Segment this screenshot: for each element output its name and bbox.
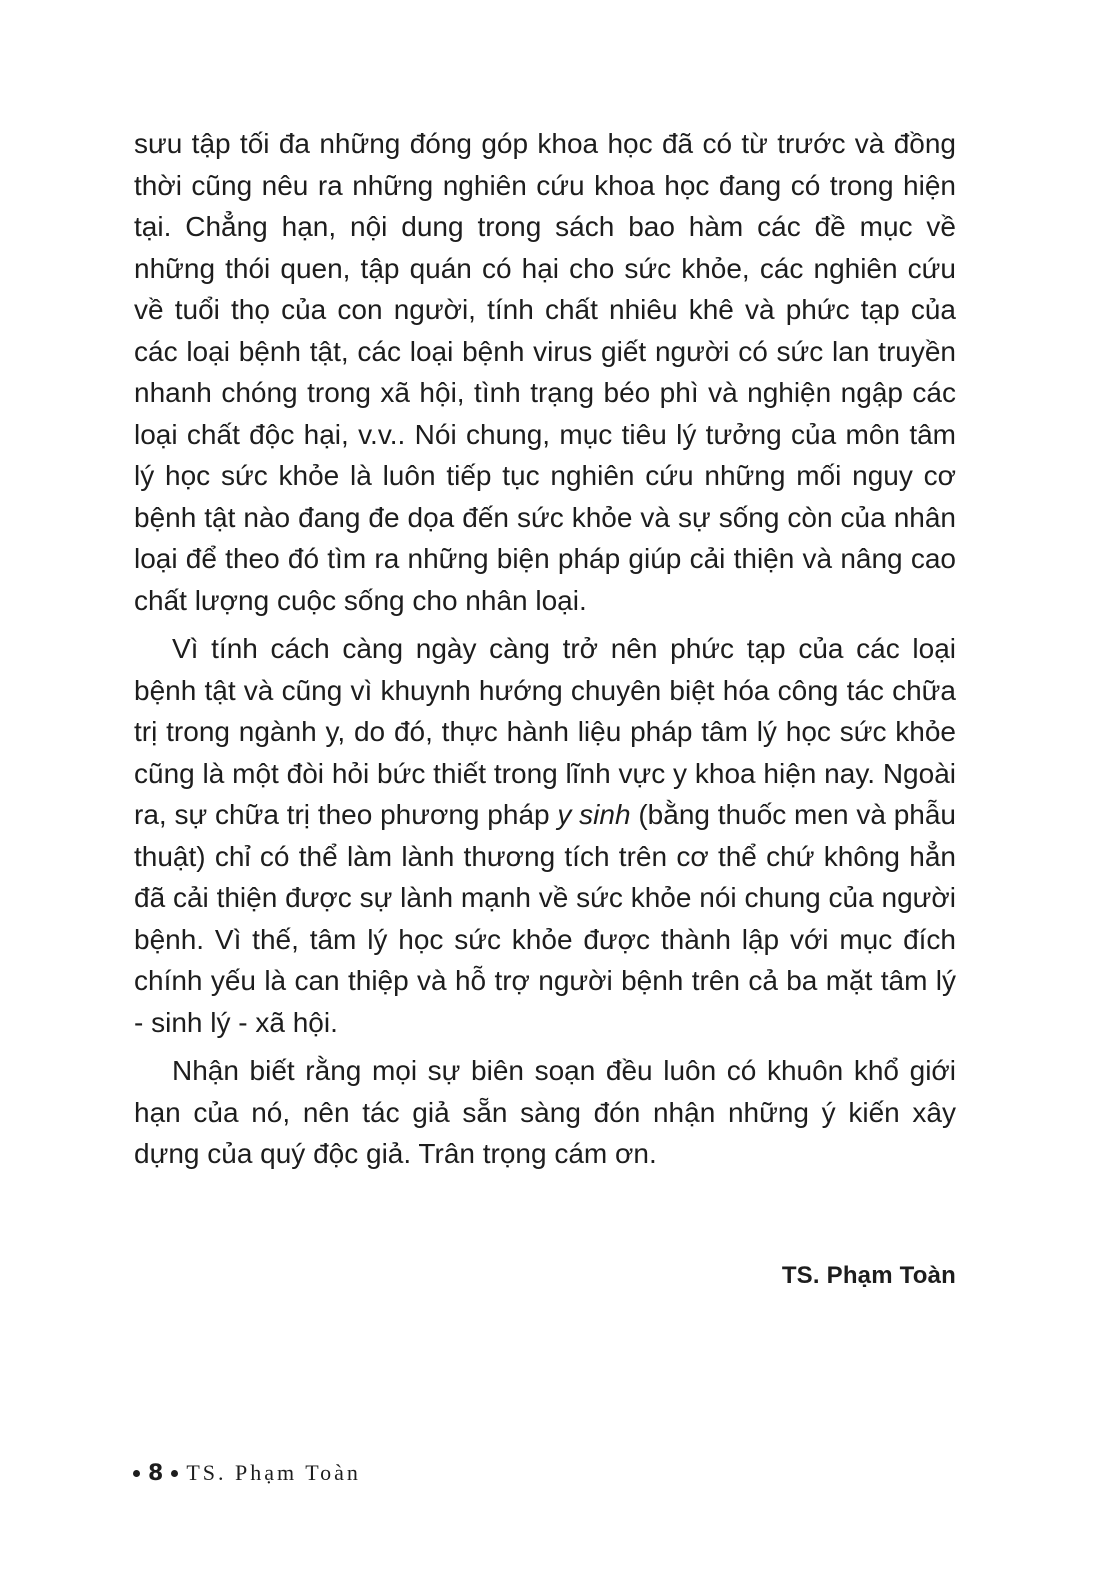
author-signature: TS. Phạm Toàn	[781, 1262, 956, 1289]
page-number: 8	[148, 1460, 164, 1486]
body-text	[134, 123, 956, 1175]
bullet-icon	[171, 1470, 178, 1477]
paragraph-2	[134, 628, 956, 1043]
paragraph-2-text-start: Vì tính cách càng ngày càng trở nên phức tạp của các loại bệnh tật và cũng vì khuynh hướng chuyên biệt hóa công tác chữa trị trong ngành y, do đó, thực hành liệu pháp tâm lý học sức khỏe cũng là một đòi hỏi bức thiết trong lĩnh vực y khoa hiện nay. Ngoài ra, sự chữa trị theo phương pháp	[134, 633, 956, 830]
paragraph-1: sưu tập tối đa những đóng góp khoa học đã có từ trước và đồng thời cũng nêu ra những nghiên cứu khoa học đang có trong hiện tại. Chẳng hạn, nội dung trong sách bao hàm các đề mục về những thói quen, tập quán có hại cho sức khỏe, các nghiên cứu về tuổi thọ của con người, tính chất nhiêu khê và phức tạp của các loại bệnh tật, các loại bệnh virus giết người có sức lan truyền nhanh chóng trong xã hội, tình trạng béo phì và nghiện ngập các loại chất độc hại, v.v.. Nói chung, mục tiêu lý tưởng của môn tâm lý học sức khỏe là luôn tiếp tục nghiên cứu những mối nguy cơ bệnh tật nào đang đe dọa đến sức khỏe và sự sống còn của nhân loại để theo đó tìm ra những biện pháp giúp cải thiện và nâng cao chất lượng cuộc sống cho nhân loại.	[134, 128, 956, 616]
running-head: TS. Phạm Toàn	[186, 1460, 361, 1485]
bullet-icon	[133, 1470, 140, 1477]
paragraph-3: Nhận biết rằng mọi sự biên soạn đều luôn có khuôn khổ giới hạn của nó, nên tác giả sẵn sàng đón nhận những ý kiến xây dựng của quý độc giả. Trân trọng cám ơn.	[134, 1055, 956, 1169]
paragraph-2-italic-term: y sinh	[557, 799, 631, 830]
paragraph-2-text-end: (bằng thuốc men và phẫu thuật) chỉ có thể làm lành thương tích trên cơ thể chứ không hẳn đã cải thiện được sự lành mạnh về sức khỏe nói chung của người bệnh. Vì thế, tâm lý học sức khỏe được thành lập với mục đích chính yếu là can thiệp và hỗ trợ người bệnh trên cả ba mặt tâm lý - sinh lý - xã hội.	[134, 799, 956, 1038]
page-footer	[133, 1460, 361, 1486]
